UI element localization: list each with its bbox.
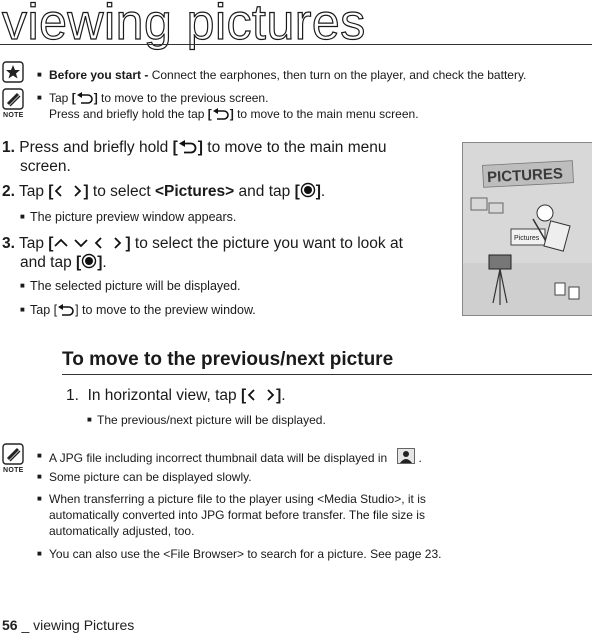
select-button-icon <box>300 182 316 204</box>
broken-thumbnail-icon <box>397 448 415 468</box>
step-3-sub-1: ■ The selected picture will be displayed. <box>20 279 241 293</box>
back-note: ■ Tap [ ] to move to the previous screen. <box>49 90 268 108</box>
left-right-icon <box>53 184 83 204</box>
pictures-illustration <box>462 142 592 316</box>
step-2: 2. Tap [ ] to select <Pictures> and tap [ ]. <box>2 182 325 204</box>
pictures-board: Pictures <box>514 235 540 242</box>
note-pencil-icon <box>2 88 24 110</box>
step-1-line2: screen. <box>20 158 71 175</box>
note-jpg: ■ A JPG file including incorrect thumbnail data will be displayed in . <box>49 448 422 468</box>
step-3: 3. Tap [ ] to select the picture you want to look at <box>2 234 403 256</box>
select-button-icon <box>81 253 97 275</box>
title-rule <box>0 44 592 45</box>
note-slow: ■ Some picture can be displayed slowly. <box>37 470 252 484</box>
back-icon <box>178 140 198 160</box>
page-footer: 56 _ viewing Pictures <box>2 617 135 633</box>
note-pencil-icon <box>2 443 24 465</box>
note-transfer-line2: automatically converted into JPG format before transfer. The file size is <box>49 508 425 522</box>
note-transfer-line3: automatically adjusted, too. <box>49 524 195 538</box>
step-1: 1. Press and briefly hold [ ] to move to the main menu <box>2 138 386 160</box>
pictures-sign: PICTURES <box>486 165 564 187</box>
step-3-sub-2: ■ Tap [ ] to move to the preview window. <box>30 302 256 320</box>
section-heading: To move to the previous/next picture <box>62 349 394 370</box>
left-right-icon <box>246 388 276 408</box>
star-icon <box>2 61 24 83</box>
note-transfer: ■ When transferring a picture file to the player using <Media Studio>, it is <box>37 492 426 506</box>
section-step-1: 1. In horizontal view, tap [ ]. <box>66 386 286 408</box>
section-step-1-sub: ■ The previous/next picture will be displayed. <box>87 413 326 427</box>
note-file-browser: ■ You can also use the <File Browser> to search for a picture. See page 23. <box>37 547 442 561</box>
back-icon <box>57 304 75 320</box>
page-title: viewing pictures <box>2 0 366 50</box>
section-rule <box>62 374 592 375</box>
step-3-line2: and tap [ ]. <box>20 253 107 275</box>
note-label: NOTE <box>3 112 24 119</box>
step-2-sub: ■ The picture preview window appears. <box>20 210 237 224</box>
note-label: NOTE <box>3 467 24 474</box>
back-note-line2: Press and briefly hold the tap [ ] to move to the main menu screen. <box>49 106 419 124</box>
prereq-note: ■ Before you start - Connect the earphones, then turn on the player, and check the battery. <box>37 68 527 82</box>
back-icon <box>212 108 230 124</box>
